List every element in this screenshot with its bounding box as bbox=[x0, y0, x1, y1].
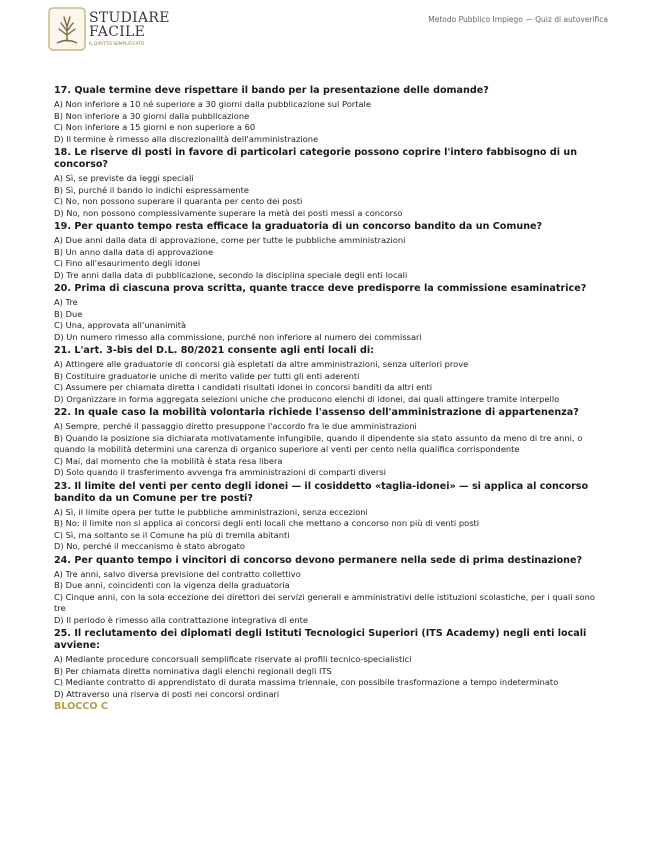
question-item bbox=[54, 85, 609, 145]
answer-option: C) Mai, dal momento che la mobilità è stata resa libera bbox=[54, 455, 283, 466]
answer-option: A) Tre anni, salvo diversa previsione del contratto collettivo bbox=[54, 568, 301, 579]
answer-option: D) Un numero rimesso alla commissione, purché non inferiore al numero dei commissari bbox=[54, 331, 422, 342]
question-item bbox=[54, 407, 609, 479]
answer-option: D) No, non possono complessivamente superare la metà dei posti messi a concorso bbox=[54, 207, 403, 218]
answer-option: B) Due anni, coincidenti con la vigenza della graduatoria bbox=[54, 580, 290, 590]
page-header bbox=[0, 0, 652, 62]
question-title: 20. Prima di ciascuna prova scritta, quante tracce deve predisporre la commissione esaminatrice? bbox=[54, 283, 587, 294]
question-title: 21. L'art. 3-bis del D.L. 80/2021 consente agli enti locali di: bbox=[54, 345, 374, 356]
answer-option: C) Sì, ma soltanto se il Comune ha più di tremila abitanti bbox=[54, 529, 290, 540]
answer-option: B) Quando la posizione sia dichiarata motivatamente infungibile, quando il dipendente sia stato assunto da meno di tre anni, o quando la mobilità determini una carenza di organico superiore al venti per cento nella qualifica corrispondente bbox=[54, 432, 583, 454]
question-title: 22. In quale caso la mobilità volontaria richiede l'assenso dell'amministrazione di appartenenza? bbox=[54, 407, 579, 418]
answer-option: B) Due bbox=[54, 308, 83, 319]
answer-option: C) No, non possono superare il quaranta per cento dei posti bbox=[54, 196, 303, 206]
answer-option: D) Il termine è rimesso alla discrezionalità dell'amministrazione bbox=[54, 133, 319, 144]
answer-option: D) Il periodo è rimesso alla contrattazione integrativa di ente bbox=[54, 614, 308, 625]
question-title: 25. Il reclutamento dei diplomati degli Istituti Tecnologici Superiori (ITS Academy) negli enti locali avviene: bbox=[54, 628, 587, 651]
tree-icon bbox=[48, 7, 86, 51]
block-label: BLOCCO C bbox=[54, 701, 108, 712]
answer-option: D) Solo quando il trasferimento avvenga fra amministrazioni di comparti diversi bbox=[54, 467, 386, 477]
answer-option: C) Una, approvata all'unanimità bbox=[54, 320, 187, 330]
header-title: Metodo Pubblico Impiego — Quiz di autoverifica bbox=[428, 15, 608, 24]
logo bbox=[48, 7, 170, 51]
answer-option: C) Assumere per chiamata diretta i candidati risultati idonei in concorsi banditi da altri enti bbox=[54, 382, 433, 392]
question-item bbox=[54, 628, 609, 700]
answer-option: A) Sì, se previste da leggi speciali bbox=[54, 173, 194, 183]
question-item bbox=[54, 555, 609, 627]
answer-option: B) Sì, purché il bando lo indichi espressamente bbox=[54, 184, 250, 195]
question-item bbox=[54, 221, 609, 281]
question-title: 23. Il limite del venti per cento degli idonei — il cosiddetto «taglia-idonei» — si applica al concorso bandito da un Comune per tre posti? bbox=[54, 480, 589, 504]
answer-option: D) Attraverso una riserva di posti nei concorsi ordinari bbox=[54, 688, 280, 699]
logo-text-line2: FACILE bbox=[89, 24, 146, 40]
answer-option: C) Fino all'esaurimento degli idonei bbox=[54, 258, 201, 268]
question-item bbox=[54, 345, 609, 405]
answer-option: B) Costituire graduatorie uniche di merito valide per tutti gli enti aderenti bbox=[54, 370, 360, 381]
question-title: 19. Per quanto tempo resta efficace la graduatoria di un concorso bandito da un Comune? bbox=[54, 221, 543, 232]
answer-option: D) Tre anni dalla data di pubblicazione, secondo la disciplina speciale degli enti locali bbox=[54, 269, 408, 280]
answer-option: A) Sì, il limite opera per tutte le pubbliche amministrazioni, senza eccezioni bbox=[54, 506, 368, 517]
answer-option: C) Non inferiore a 15 giorni e non superiore a 60 bbox=[54, 122, 256, 132]
answer-option: A) Due anni dalla data di approvazione, come per tutte le pubbliche amministrazioni bbox=[54, 235, 406, 245]
answer-option: D) No, perché il meccanismo è stato abrogato bbox=[54, 541, 246, 551]
question-item bbox=[54, 481, 609, 553]
answer-option: B) Non inferiore a 30 giorni dalla pubblicazione bbox=[54, 110, 250, 121]
answer-option: A) Non inferiore a 10 né superiore a 30 giorni dalla pubblicazione sul Portale bbox=[54, 99, 371, 109]
answer-option: D) Organizzare in forma aggregata selezioni uniche che producono elenchi di idonei, dai quali attingere tramite interpello bbox=[54, 393, 560, 404]
question-title: 24. Per quanto tempo i vincitori di concorso devono permanere nella sede di prima destinazione? bbox=[54, 554, 583, 566]
answer-option: A) Attingere alle graduatorie di concorsi già espletati da altre amministrazioni, senza ulteriori prove bbox=[54, 359, 469, 369]
question-title: 18. Le riserve di posti in favore di particolari categorie possono coprire l'intero fabbisogno di un concorso? bbox=[54, 147, 578, 170]
answer-option: A) Sempre, perché il passaggio diretto presuppone l'accordo fra le due amministrazioni bbox=[54, 421, 417, 431]
answer-option: A) Mediante procedure concorsuali semplificate riservate ai profili tecnico-specialistici bbox=[54, 654, 412, 664]
answer-option: B) No: il limite non si applica ai concorsi degli enti locali che mettano a concorso non più di venti posti bbox=[54, 518, 480, 528]
answer-option: C) Mediante contratto di apprendistato di durata massima triennale, con possibile trasformazione a tempo indeterminato bbox=[54, 677, 559, 687]
question-item bbox=[54, 283, 609, 343]
question-item bbox=[54, 147, 609, 219]
question-title: 17. Quale termine deve rispettare il bando per la presentazione delle domande? bbox=[54, 85, 489, 96]
answer-option: B) Un anno dalla data di approvazione bbox=[54, 246, 214, 257]
quiz-content bbox=[54, 85, 609, 713]
logo-tagline: IL DIRITTO SEMPLIFICATO bbox=[89, 41, 145, 46]
answer-option: A) Tre bbox=[54, 297, 78, 307]
answer-option: C) Cinque anni, con la sola eccezione dei direttori dei servizi generali e amministrativi delle istituzioni scolastiche, per i quali sono tre bbox=[54, 591, 595, 613]
answer-option: B) Per chiamata diretta nominativa dagli elenchi regionali degli ITS bbox=[54, 665, 332, 676]
logo-text-line1: STUDIARE bbox=[89, 10, 170, 26]
